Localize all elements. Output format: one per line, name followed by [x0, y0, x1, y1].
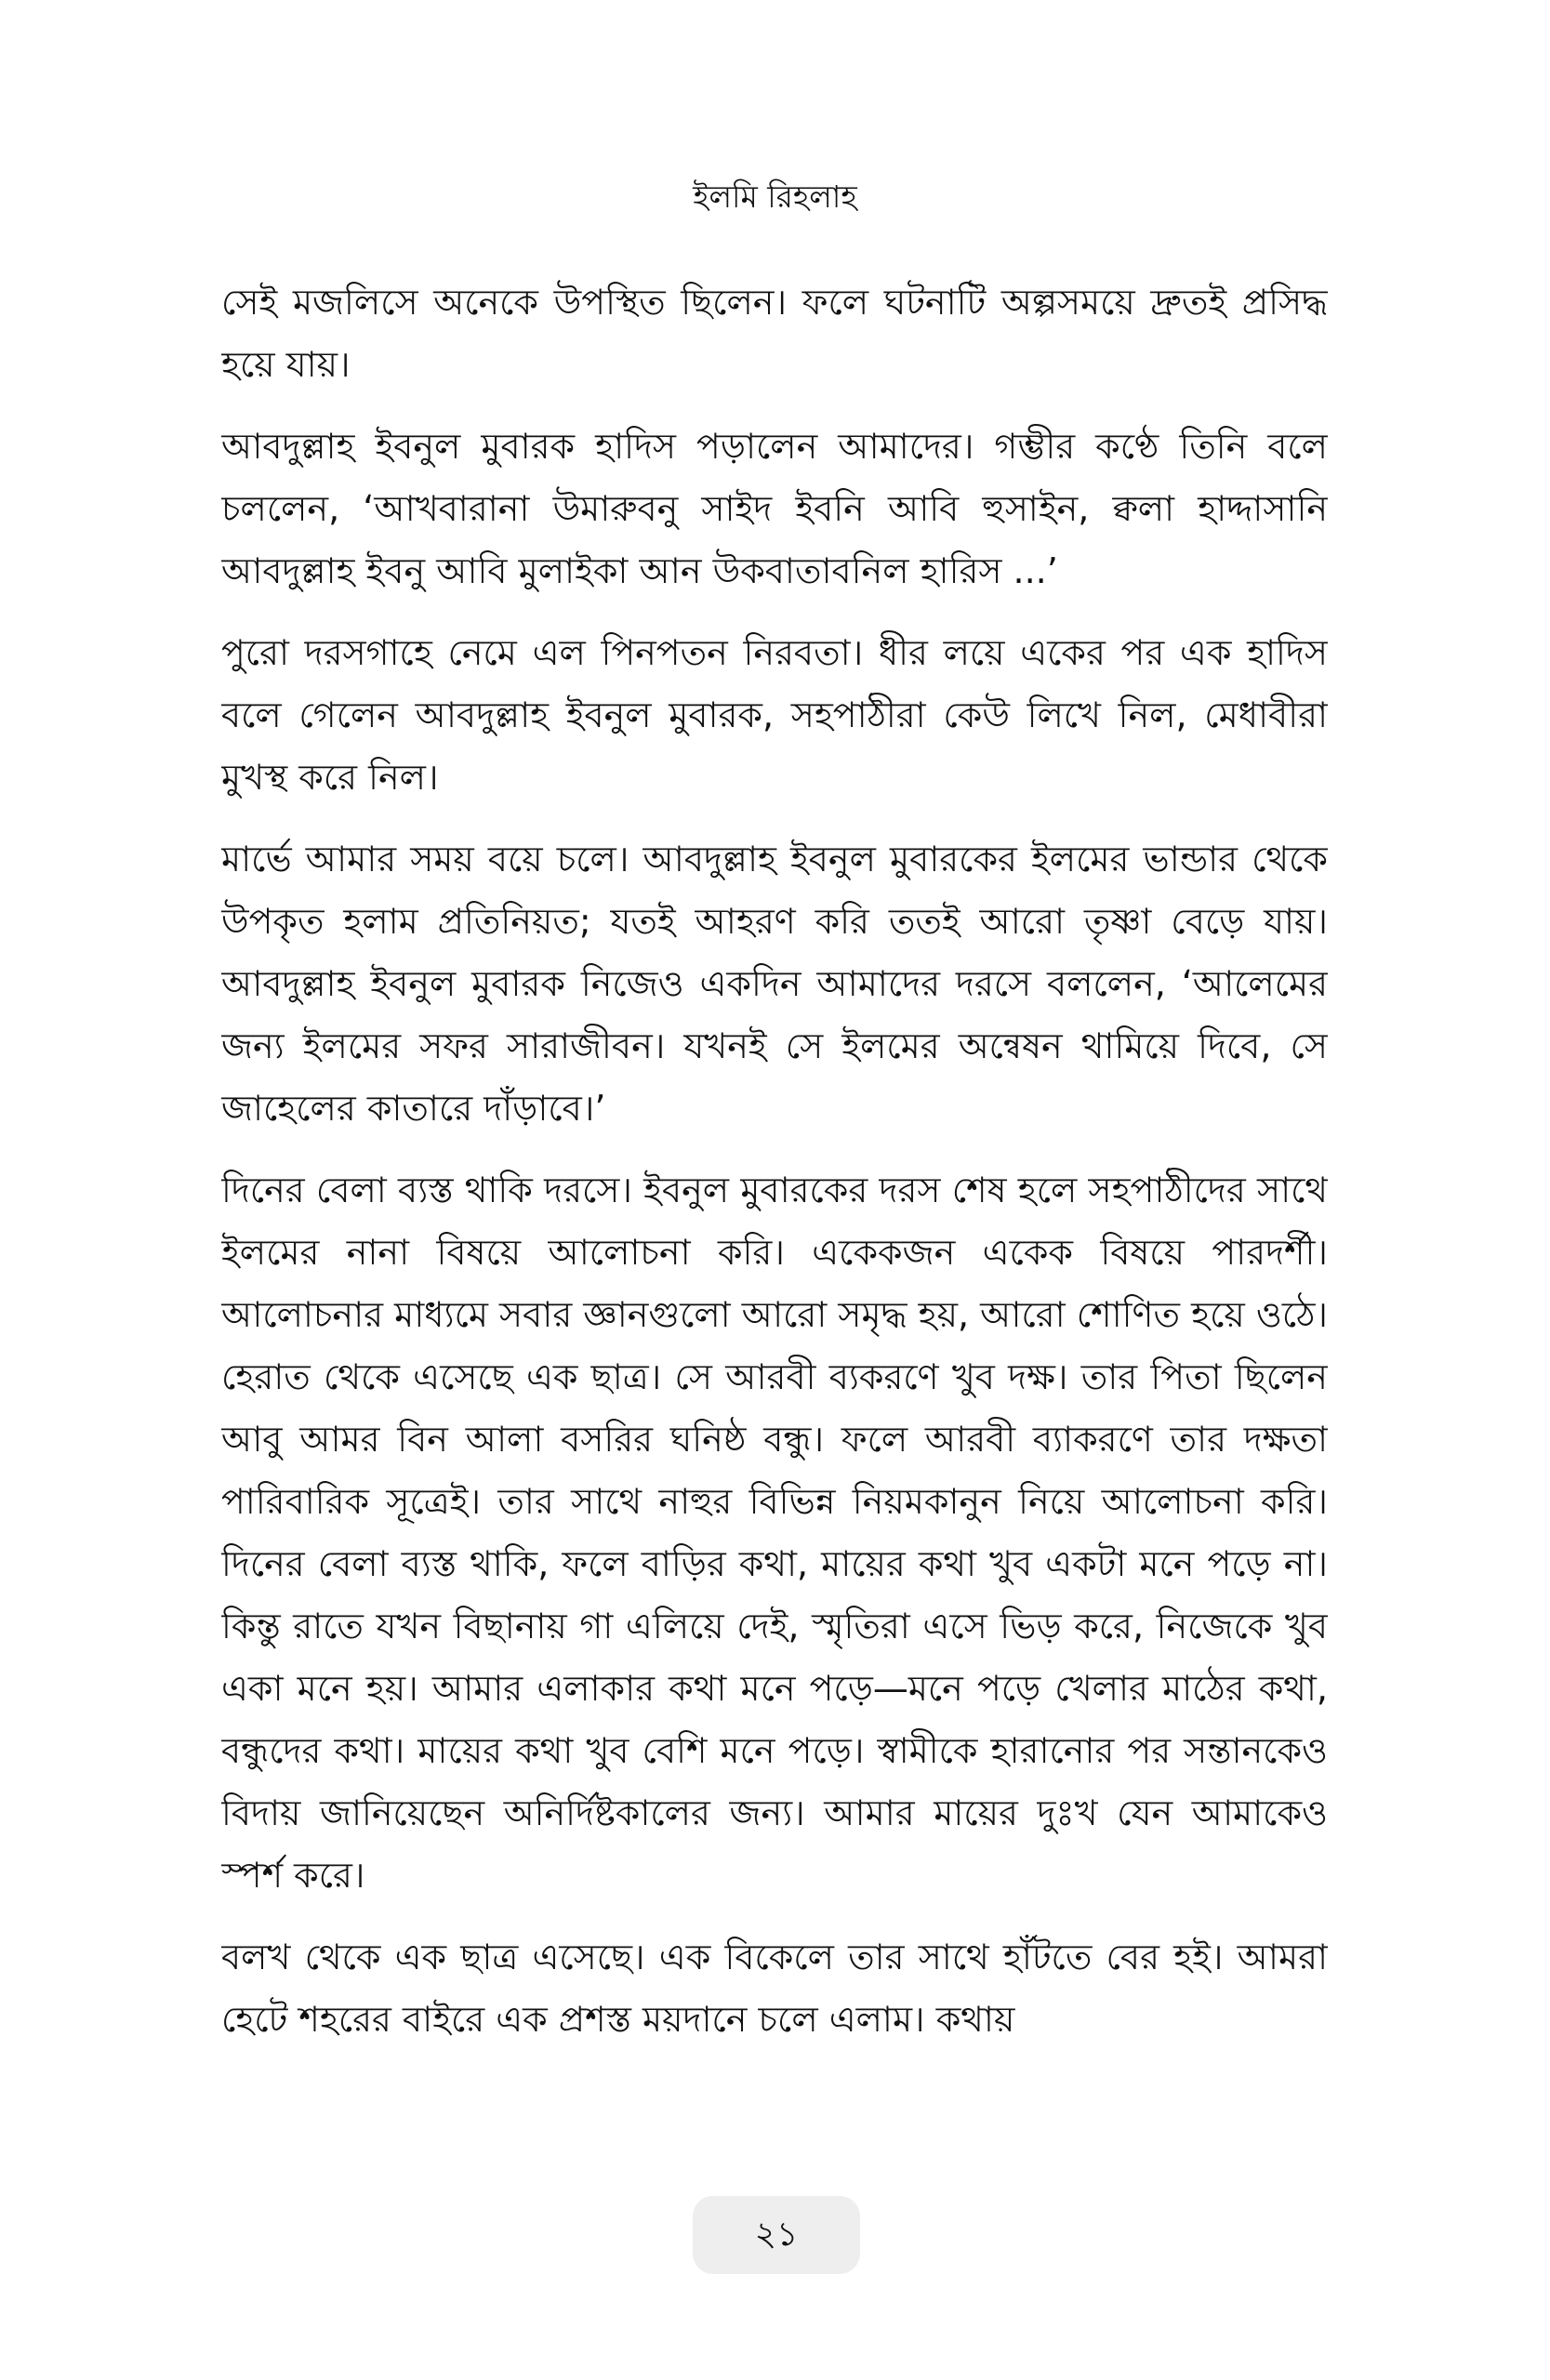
- page-number: ২১: [693, 2196, 860, 2274]
- paragraph: বলখ থেকে এক ছাত্র এসেছে। এক বিকেলে তার সাথে হাঁটতে বের হই। আমরা হেটে শহরের বাইরে এক প্রশস্ত ময়দানে চলে এলাম। কথায়: [221, 1937, 1328, 2040]
- paragraph: সেই মজলিসে অনেকে উপস্থিত ছিলেন। ফলে ঘটনাটি অল্পসময়ে দ্রুতই প্রসিদ্ধ হয়ে যায়।: [221, 282, 1328, 385]
- paragraph: দিনের বেলা ব্যস্ত থাকি দরসে। ইবনুল মুবারকের দরস শেষ হলে সহপাঠীদের সাথে ইলমের নানা বিষয়ে আলোচনা করি। একেকজন একেক বিষয়ে পারদর্শী। আলোচনার মাধ্যমে সবার জ্ঞানগুলো আরো সমৃদ্ধ হয়, আরো শোণিত হয়ে ওঠে। হেরাত থেকে এসেছে এক ছাত্র। সে আরবী ব্যকরণে খুব দক্ষ। তার পিতা ছিলেন আবু আমর বিন আলা বসরির ঘনিষ্ঠ বন্ধু। ফলে আরবী ব্যাকরণে তার দক্ষতা পারিবারিক সূত্রেই। তার সাথে নাহুর বিভিন্ন নিয়মকানুন নিয়ে আলোচনা করি। দিনের বেলা ব্যস্ত থাকি, ফলে বাড়ির কথা, মায়ের কথা খুব একটা মনে পড়ে না। কিন্তু রাতে যখন বিছানায় গা এলিয়ে দেই, স্মৃতিরা এসে ভিড় করে, নিজেকে খুব একা মনে হয়। আমার এলাকার কথা মনে পড়ে—মনে পড়ে খেলার মাঠের কথা, বন্ধুদের কথা। মায়ের কথা খুব বেশি মনে পড়ে। স্বামীকে হারানোর পর সন্তানকেও বিদায় জানিয়েছেন অনির্দিষ্টকালের জন্য। আমার মায়ের দুঃখ যেন আমাকেও স্পর্শ করে।: [221, 1170, 1328, 1896]
- running-title: ইলমি রিহলাহ: [693, 178, 857, 215]
- paragraph: আবদুল্লাহ ইবনুল মুবারক হাদিস পড়ালেন আমাদের। গম্ভীর কণ্ঠে তিনি বলে চললেন, ‘আখবারানা উমারুবনু সাইদ ইবনি আবি হুসাইন, ক্বলা হাদ্দাসানি আবদুল্লাহ ইবনু আবি মুলাইকা আন উকবাতাবনিল হারিস ...’: [221, 426, 1328, 591]
- page-body: [221, 271, 1328, 2177]
- paragraph: মার্ভে আমার সময় বয়ে চলে। আবদুল্লাহ ইবনুল মুবারকের ইলমের ভান্ডার থেকে উপকৃত হলাম প্রতিনিয়ত; যতই আহরণ করি ততই আরো তৃষ্ণা বেড়ে যায়। আবদুল্লাহ ইবনুল মুবারক নিজেও একদিন আমাদের দরসে বললেন, ‘আলেমের জন্য ইলমের সফর সারাজীবন। যখনই সে ইলমের অন্বেষন থামিয়ে দিবে, সে জাহেলের কাতারে দাঁড়াবে।’: [221, 839, 1328, 1129]
- paragraph: পুরো দরসগাহে নেমে এল পিনপতন নিরবতা। ধীর লয়ে একের পর এক হাদিস বলে গেলেন আবদুল্লাহ ইবনুল মুবারক, সহপাঠীরা কেউ লিখে নিল, মেধাবীরা মুখস্থ করে নিল।: [221, 632, 1328, 798]
